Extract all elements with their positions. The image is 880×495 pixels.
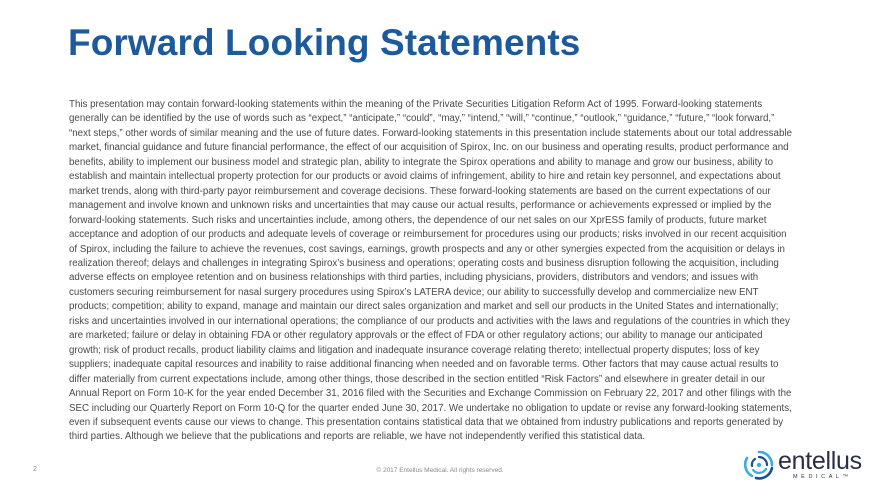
- logo-swirl-icon: [743, 449, 775, 481]
- copyright-notice: © 2017 Entellus Medical. All rights reserved.: [376, 467, 504, 474]
- entellus-logo: [743, 447, 862, 483]
- disclaimer-paragraph: This presentation may contain forward-looking statements within the meaning of the Private Securities Litigation Reform Act of 1995. Forward-looking statements generally can be identified by the use of words such as “expect,” “anticipate,” “could”, “may,” “intend,” “will,” “continue,” “outlook,” “guidance,” “future,” “look forward,” “next steps,” other words of similar meaning and the use of future dates. Forward-looking statements in this presentation include statements about our total addressable market, financial guidance and future financial performance, the effect of our acquisition of Spirox, Inc. on our business and operating results, product performance and benefits, ability to implement our business model and strategic plan, ability to integrate the Spirox operations and ability to manage and grow our business, ability to establish and maintain intellectual property protection for our products or avoid claims of infringement, ability to hire and retain key personnel, and expectations about market trends, along with third-party payor reimbursement and coverage decisions. These forward-looking statements are based on the current expectations of our management and involve known and unknown risks and uncertainties that may cause our actual results, performance or achievements expressed or implied by the forward-looking statements. Such risks and uncertainties include, among others, the dependence of our net sales on our XprESS family of products, future market acceptance and adoption of our products and adequate levels of coverage or reimbursement for procedures using our products; risks involved in our recent acquisition of Spirox, including the failure to achieve the revenues, cost savings, earnings, growth prospects and any or other synergies expected from the acquisition or delays in realization thereof; delays and challenges in integrating Spirox’s business and operations; operating costs and business disruption following the acquisition, including adverse effects on employee retention and on business relationships with third parties, including physicians, providers, distributors and vendors; and issues with customers securing reimbursement for nasal surgery procedures using Spirox’s LATERA device; our ability to successfully develop and commercialize new ENT products; competition; ability to expand, manage and maintain our direct sales organization and market and sell our products in the United States and internationally; risks and uncertainties involved in our international operations; the compliance of our products and activities with the laws and regulations of the countries in which they are marketed; failure or delay in obtaining FDA or other regulatory approvals or the effect of FDA or other regulatory actions; our ability to manage our anticipated growth; risk of product recalls, product liability claims and litigation and inadequate insurance coverage relating thereto; intellectual property disputes; loss of key suppliers; inadequate capital resources and inability to raise additional financing when needed and on favorable terms. Other factors that may cause actual results to differ materially from current expectations include, among other things, those described in the section entitled “Risk Factors” and elsewhere in greater detail in our Annual Report on Form 10-K for the year ended December 31, 2016 filed with the Securities and Exchange Commission on February 22, 2017 and other filings with the SEC including our Quarterly Report on Form 10-Q for the quarter ended June 30, 2017. We undertake no obligation to update or revise any forward-looking statements, even if subsequent events cause our views to change. This presentation contains statistical data that we obtained from industry publications and reports generated by third parties. Although we believe that the publications and reports are reliable, we have not independently verified this statistical data.: [69, 99, 792, 443]
- logo-wordmark: entellus: [778, 447, 862, 475]
- page-number: 2: [33, 466, 37, 473]
- logo-subtitle: MEDICAL™: [793, 474, 852, 480]
- page-title: Forward Looking Statements: [68, 22, 581, 63]
